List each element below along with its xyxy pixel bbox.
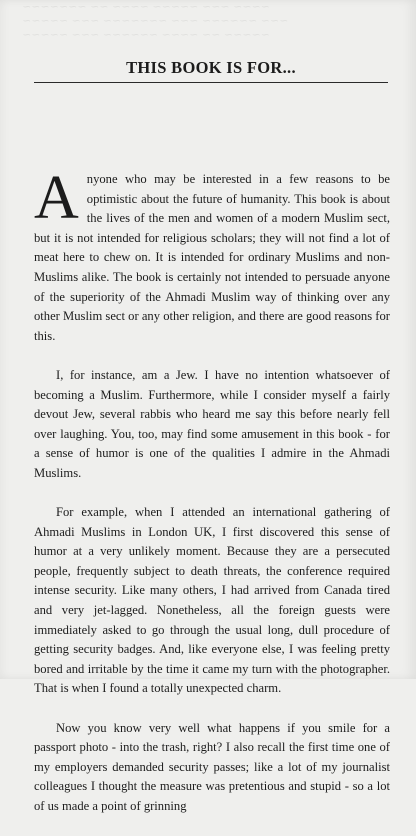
body-text (34, 164, 390, 836)
paragraph-1-text: nyone who may be interested in a few reasons to be optimistic about the future of humanity. This book is about the lives of the men and women of a modern Muslim sect, but it is not intended for religious scholars; they will not find a lot of meat here to chew on. It is intended for ordinary Muslims and non-Muslims alike. The book is certainly not intended to persuade anyone of the superiority of the Ahmadi Muslim way of thinking over any other Muslim sect or any other religion, and there are good reasons for this. (34, 172, 390, 343)
show-through-text: ~~~~ ~~~ ~~~~~ ~~~~ ~~ ~~~~~~~ ~~~ ~~~~~~ ~~~ ~~~~~~~ ~~~ ~~~~~ ~~~~~ ~~ ~~~~ ~~~~~~ ~~~ ~~~~~ (22, 0, 289, 41)
paragraph-4: Now you know very well what happens if you smile for a passport photo - into the trash, right? I also recall the first time one of my employers demanded security passes; like a lot of my journalist colleagues I thought the measure was pretentious and stupid - so a lot of us made a point of grinning (34, 720, 390, 813)
paragraph-2: I, for instance, am a Jew. I have no intention whatsoever of becoming a Muslim. Furthermore, while I consider myself a fairly devout Jew, several rabbis who heard me say this before nearly fell over laughing. You, too, may find some amusement in this book - for a sense of humor is one of the qualities I admire in the Ahmadi Muslims. (34, 367, 390, 480)
drop-cap: A (34, 164, 79, 232)
paragraph-1 (34, 164, 390, 346)
page-title: THIS BOOK IS FOR... (34, 56, 388, 83)
paragraph-3: For example, when I attended an international gathering of Ahmadi Muslims in London UK, I first discovered this sense of humor at a very unlikely moment. Because they are a persecuted people, frequently subject to death threats, the conference required intense security. Like many others, I had arrived from Canada tired and very jet-lagged. Nonetheless, all the foreign guests were immediately asked to go through the usual long, dull procedure of getting security badges. And, like everyone else, I was feeling pretty bored and irritable by the time it came my turn with the photographer. That is when I found a totally unexpected charm. (34, 505, 390, 696)
